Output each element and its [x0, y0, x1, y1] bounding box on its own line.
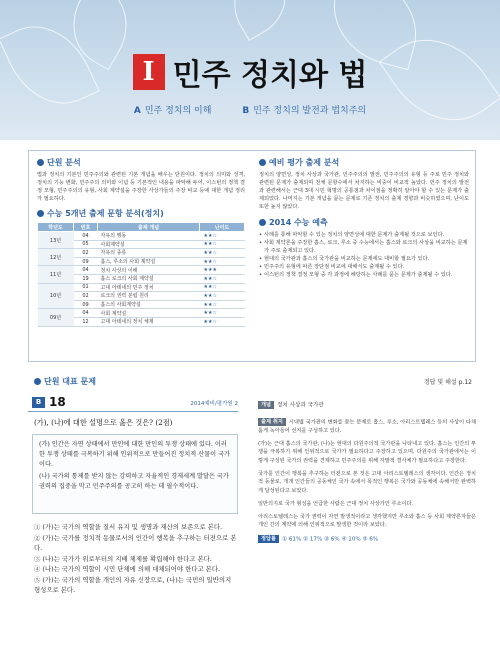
subtitle-a: A 민주 정치의 이해 [133, 106, 212, 116]
difficulty-cell: ★★☆ [200, 274, 245, 283]
table-row [38, 266, 245, 275]
freq-table-title: 수능 5개년 출제 문항 분석(정치) [37, 208, 245, 219]
difficulty-cell: ★★★ [200, 266, 245, 275]
column-header: 난이도 [200, 223, 245, 232]
choice-2[interactable]: ② (가)는 국가를 정치적 동물로서의 인간이 행복을 추구하는 터전으로 본다. [34, 533, 237, 552]
num-cell: 09 [74, 257, 98, 266]
difficulty-cell: ★★☆ [200, 309, 245, 318]
num-cell: 19 [74, 274, 98, 283]
list-item: • 현대의 국가관과 홉스의 국가관을 비교하는 문제에도 대비할 필요가 있다. [259, 255, 469, 263]
explanation-paragraph: 아리스토텔레스는 국가 권력이 자연 발생적이라고 생각했지만 루소와 홉스 등 사회 계약론자들은 개인 간의 계약에 의해 인위적으로 발생한 것이라 보았다. [258, 514, 476, 529]
left-column [37, 157, 245, 327]
choice-5[interactable]: ⑤ (가)는 국가의 역할을 개인의 자유 신장으로, (나)는 국민의 일반의지 형성으로 본다. [34, 575, 232, 594]
unit-analysis-text: 법과 정치의 기본인 민주주의와 관련된 기본 개념을 배우는 단원이다. 정치의 의미와 성격, 정치의 기능 변화, 민주주의 의미와 이념 등 기본적인 내용을 파악해 두어, 이스턴의 정책 결정 모형, 민주주의의 유형, 사회 계약설을 주장한 사상가들의 주장 비교 등에 대한 개념 정리가 필요하다. [37, 172, 245, 202]
num-cell: 04 [74, 266, 98, 275]
exam-trend-title: 예비 평가 출제 분석 [259, 157, 469, 168]
bullet-icon [34, 378, 41, 385]
divider [28, 411, 238, 412]
topic-cell: 홉스, 루소의 사회 계약설 [98, 257, 200, 266]
list-item: • 사회 계약론을 주장한 홉스, 로크, 루소 중 수능에서는 홉스와 로크의 사상을 비교하는 문제가 주로 출제되고 있다. [259, 239, 469, 255]
question-block [28, 395, 238, 594]
concept-row [258, 394, 476, 413]
choice-4[interactable]: ④ (나)는 국가의 역할이 시민 단체에 의해 대체되어야 한다고 본다. [34, 565, 221, 573]
column-header: 학년도 [38, 223, 74, 232]
intent-tag: 출제 취지 [258, 418, 286, 426]
correct-rate-tag: 정답률 [258, 535, 279, 543]
chapter-title [0, 50, 500, 94]
trend-2014-title: 2014 수능 예측 [259, 217, 469, 228]
topic-cell: 사회 계약설 [98, 309, 200, 318]
explanation-paragraph: 국가를 인간이 행복을 추구하는 터전으로 본 것은 고대 아리스토텔레스의 생각이다. 인간은 정치적 동물로, 개개 인간들의 공동체인 국가 속에서 목적인 행복은 국가와 공동체에 속해서만 완벽하게 달성된다고 보았다. [258, 470, 476, 494]
num-cell: 09 [74, 300, 98, 309]
table-row [38, 309, 245, 318]
list-item: • 이스턴의 정책 결정 모형 중 각 과정에 해당하는 사례를 묻는 문제가 출제될 수 있다. [259, 271, 469, 279]
num-cell: 01 [74, 283, 98, 292]
num-cell: 12 [74, 317, 98, 326]
chapter-subtitles [0, 103, 500, 116]
topic-cell: 홉스의 사회계약설 [98, 300, 200, 309]
table-header-row [38, 223, 245, 232]
freq-table-body [38, 232, 245, 327]
explanation-paragraph: 일반의지로 국가 형성을 언급한 사람은 근대 정치 사상가인 루소이다. [258, 500, 414, 507]
topic-cell: 홉스 로크의 사회 계약설 [98, 274, 200, 283]
question-number: 18 [49, 395, 66, 409]
question-badge: B [32, 397, 45, 408]
concept-tag: 개념 [258, 401, 274, 409]
column-header: 번호 [74, 223, 98, 232]
leaf-decoration [219, 0, 301, 41]
difficulty-cell: ★★☆ [200, 240, 245, 249]
table-row [38, 232, 245, 241]
question-stem: (가), (나)에 대한 설명으로 옳은 것은? (2점) [34, 418, 173, 427]
year-cell: 11년 [38, 266, 74, 283]
question-source: 2014예비/평가원 2 [190, 401, 238, 407]
topic-cell: 자유의 행동 [98, 232, 200, 241]
unit-analysis-title: 단원 분석 [37, 157, 245, 168]
chapter-number-badge: I [133, 54, 165, 90]
right-column [259, 157, 469, 279]
correct-rate-row [258, 535, 476, 543]
difficulty-cell: ★★☆ [200, 283, 245, 292]
answer-reference: 정답 및 해설 p.12 [423, 379, 472, 386]
choice-1[interactable]: ① (가)는 국가의 역할을 질서 유지 및 생명과 재산의 보존으로 본다. [34, 523, 223, 531]
intent-paragraph: 출제 취지 시대별 국가관의 변화를 묻는 문제로 홉스, 루소, 아리스토텔레스 등의 사상이 다채롭게 녹아들어 선지를 구성하고 있다. [258, 419, 476, 434]
unit-info-panel [28, 150, 476, 362]
subtitle-b: B 민주 정치의 발전과 법치주의 [242, 106, 367, 116]
year-cell: 10년 [38, 283, 74, 309]
representative-title: 단원 대표 문제 [34, 376, 96, 387]
explanation-paragraph: (가)는 근대 홉스의 국가관, (나)는 현대의 다원주의적 국가관을 나타내고 있다. 홉스는 인간의 투쟁을 극복하기 위해 인위적으로 국가가 필요하다고 주장하고 있으며, 다원주의 국가관에서는 이렇게 구성된 국가의 권력을 견제하고 민주주의를 위해 자발적 결사체가 필요하다고 주장한다. [258, 441, 476, 464]
explanation-block [258, 394, 476, 543]
bullet-icon [259, 219, 266, 226]
num-cell: 04 [74, 232, 98, 241]
list-item: • 사례를 통해 파악할 수 있는 정치의 양면성에 대한 문제가 출제될 것으로 보인다. [259, 231, 469, 239]
concept-text: 정치 사상과 국가관 [277, 402, 324, 409]
topic-cell: 고대 아테네의 민주 정치 [98, 283, 200, 292]
trend-2014-list [259, 231, 469, 279]
topic-cell: 로크의 권력 분립 원리 [98, 292, 200, 301]
passage-a: (가) 인간은 자연 상태에서 만인에 대한 만인의 투쟁 상태에 있다. 이러한 투쟁 상태를 극복하기 위해 인위적으로 만들어진 정치적 산물이 국가이다. [39, 441, 231, 468]
answer-choices [34, 522, 238, 596]
year-cell: 13년 [38, 232, 74, 249]
num-cell: 04 [74, 309, 98, 318]
difficulty-cell: ★★☆ [200, 257, 245, 266]
difficulty-cell: ★★☆ [200, 300, 245, 309]
difficulty-cell: ★★☆ [200, 292, 245, 301]
bullet-icon [259, 159, 266, 166]
question-passage-box [32, 434, 238, 514]
bullet-icon [37, 159, 44, 166]
topic-cell: 자유의 종류 [98, 249, 200, 258]
table-row [38, 249, 245, 258]
column-header: 출제 개념 [98, 223, 200, 232]
num-cell: 02 [74, 292, 98, 301]
num-cell: 05 [74, 240, 98, 249]
passage-b: (나) 국가의 통제를 받지 않는 강력하고 자율적인 경제세계 발달은 국가 권력의 집중을 막고 민주주의를 공고히 하는 데 필수적이다. [39, 473, 229, 490]
difficulty-cell: ★★☆ [200, 249, 245, 258]
year-cell: 12년 [38, 249, 74, 266]
list-item: • 민주주의 유형에 따른 장단점 비교에 대해서도 출제될 수 있다. [259, 263, 469, 271]
topic-cell: 정치 사상의 이해 [98, 266, 200, 275]
year-cell: 09년 [38, 309, 74, 326]
topic-cell: 사회계약설 [98, 240, 200, 249]
num-cell: 02 [74, 249, 98, 258]
difficulty-cell: ★★☆ [200, 317, 245, 326]
topic-cell: 고대 아테네의 정치 체제 [98, 317, 200, 326]
freq-table [37, 222, 245, 327]
correct-rate-text: ① 61% ② 17% ③ 6% ④ 10% ⑤ 6% [282, 536, 379, 543]
question-number-row [28, 396, 238, 410]
page-title: 민주 정치와 법 [172, 58, 368, 93]
difficulty-cell: ★★☆ [200, 232, 245, 241]
representative-header [28, 374, 476, 386]
bullet-icon [37, 210, 44, 217]
choice-3[interactable]: ③ (나)는 국가가 위로부터의 지배 체제를 확립해야 한다고 본다. [34, 554, 212, 563]
table-row [38, 283, 245, 292]
chapter-header [0, 0, 500, 140]
exam-trend-text: 정치의 양면성, 정치 사상과 국가관, 민주주의의 발전, 민주주의의 유형 등 주로 민주 정치와 관련된 문제가 출제되며 전체 문항수에서 차지하는 비중이 비교적 높았다. 민주 정치의 발전과 관련해서는 근대 3대 시민 혁명의 공통점과 차이점을 정확히 알아야 할 수 있는 문제가 출제되었다. 나머지는 기본 개념을 묻는 문제로 기존 정치의 출제 경향과 비슷하였으며, 난이도 또한 높지 않았다. [259, 172, 469, 210]
